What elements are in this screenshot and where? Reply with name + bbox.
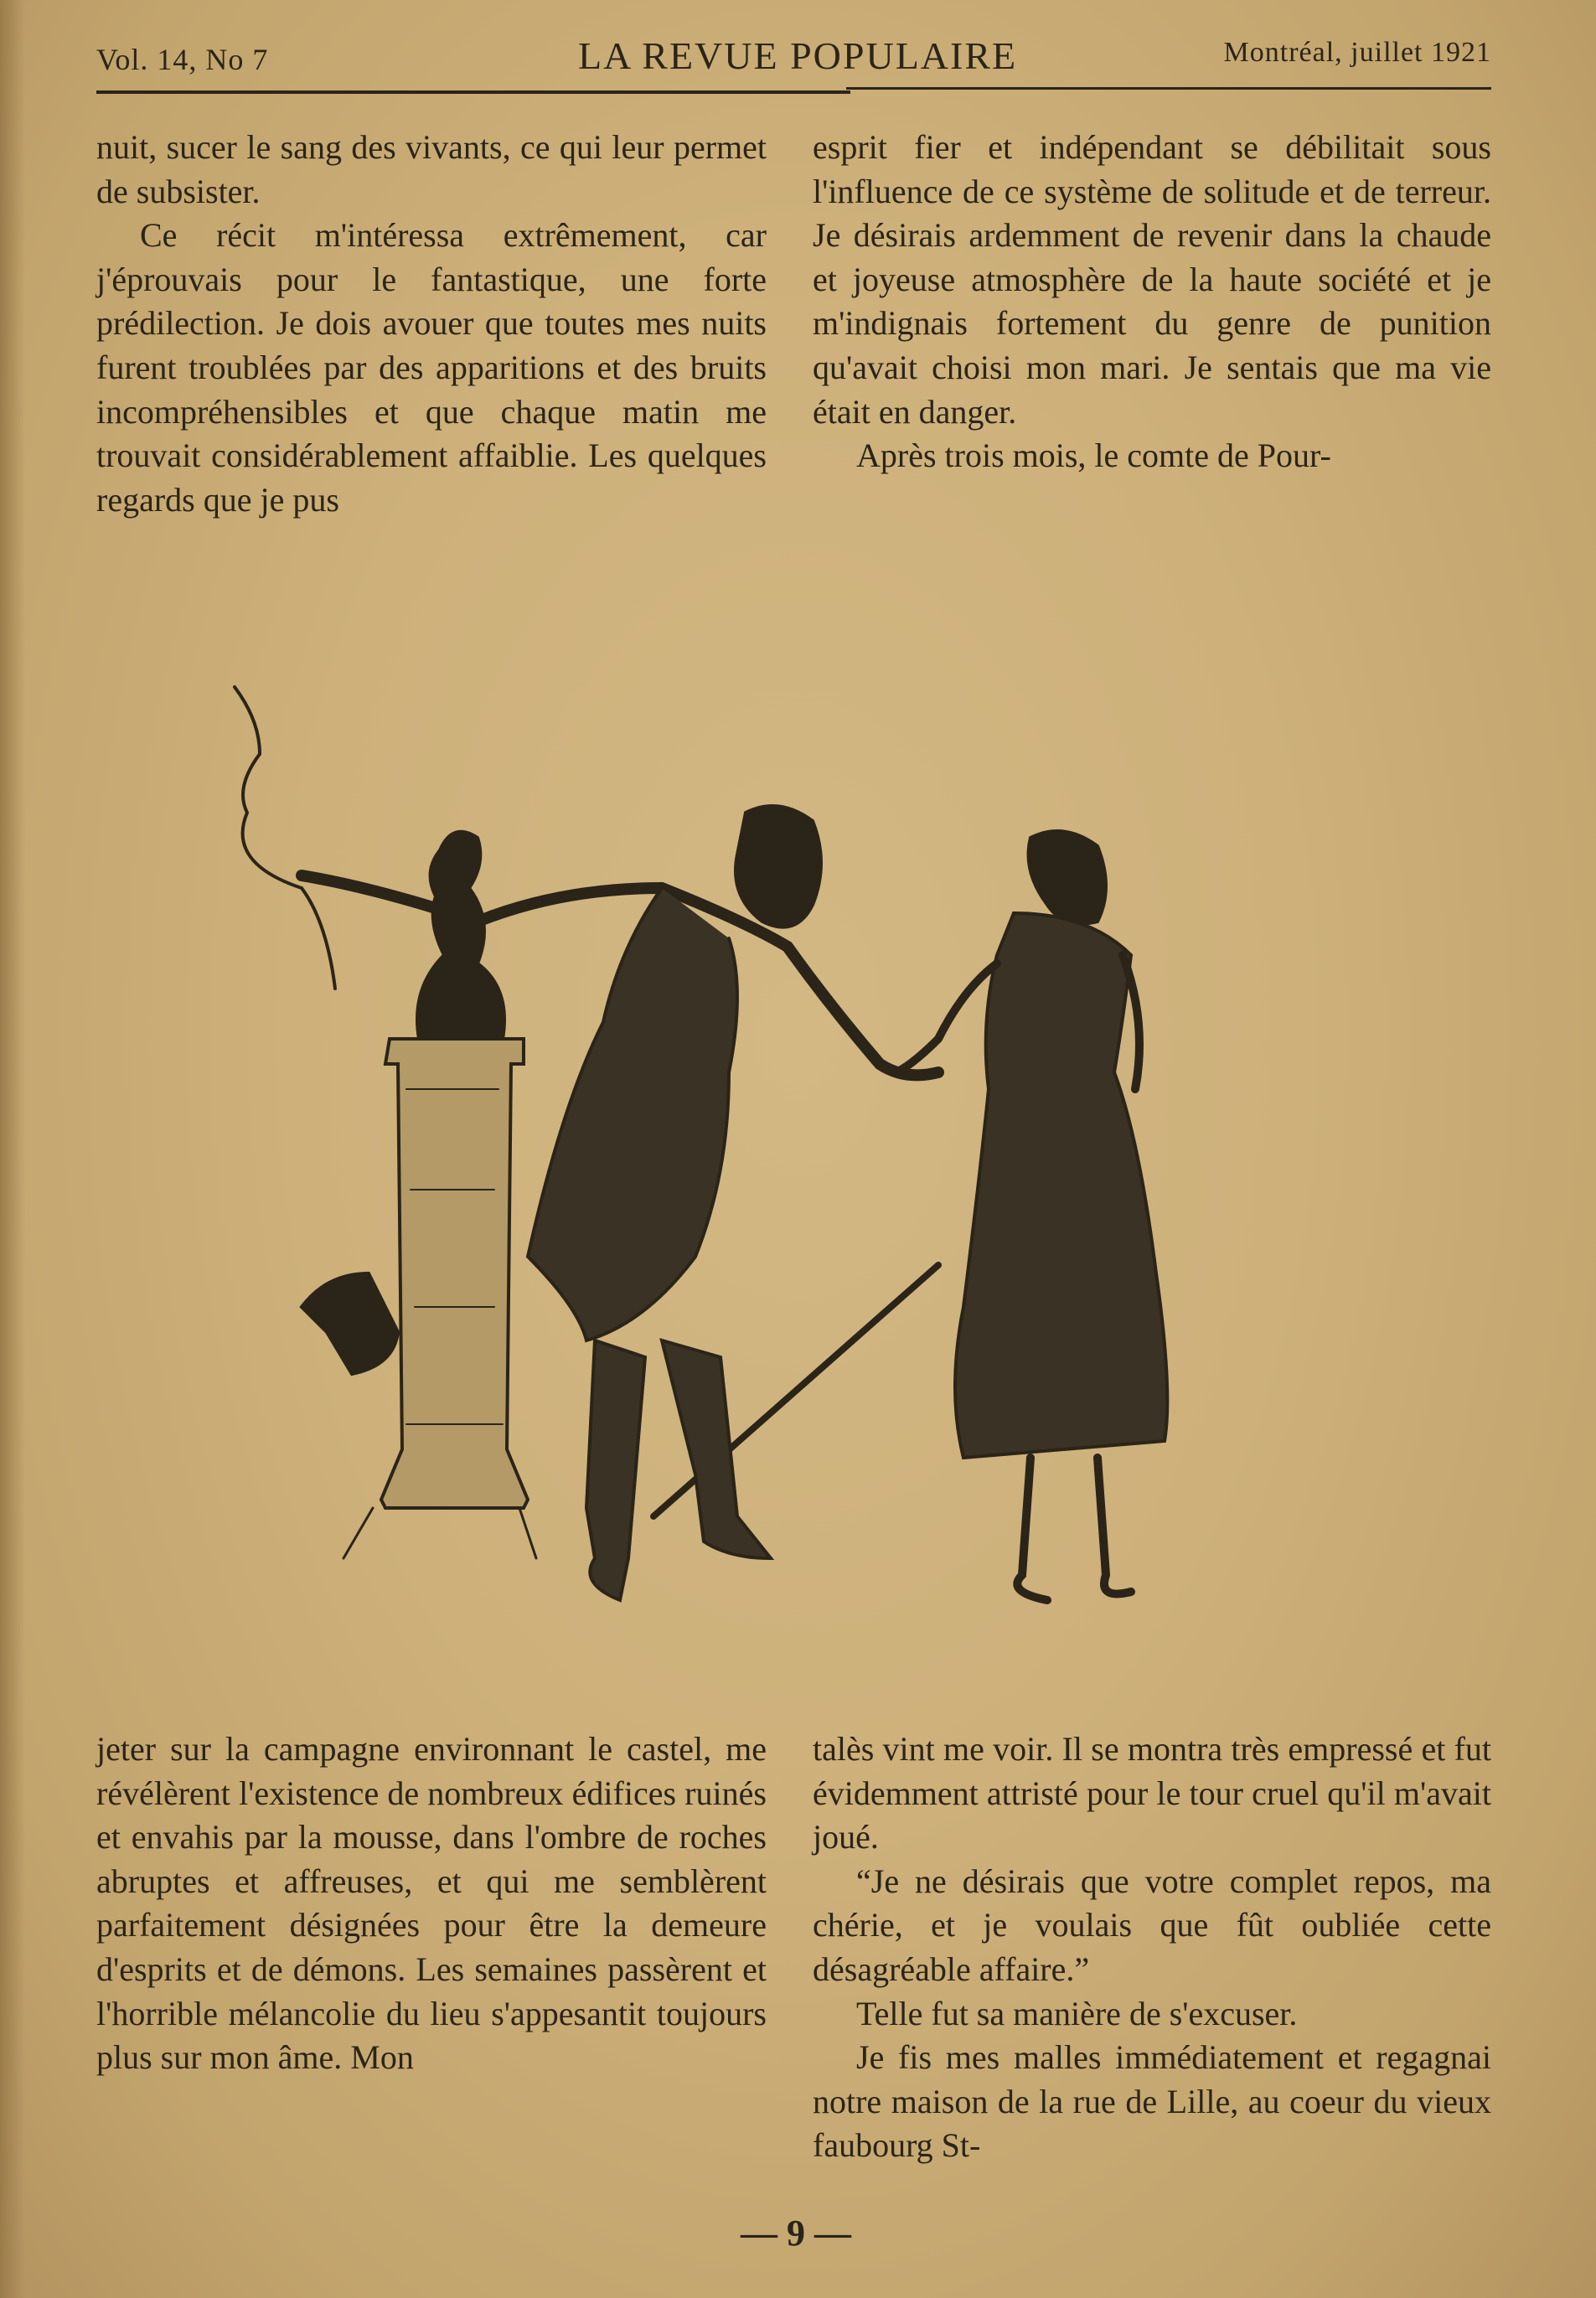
paragraph: Telle fut sa manière de s'excuser.	[856, 1994, 1298, 2032]
column-top-left	[96, 126, 767, 522]
page-edge-shadow	[0, 0, 25, 2298]
paragraph: Ce récit m'intéressa extrêmement, car j'éprouvais pour le fantastique, une forte prédilection. Je dois avouer que toutes mes nuits furent troublées par des apparitions et des bruits incompréhensibles et que chaque matin me trouvait considérablement affaiblie. Les quelques regards que je pus	[96, 216, 767, 519]
paragraph: “Je ne désirais que votre complet repos, ma chérie, et je voulais que fût oubliée cette désagréable affaire.”	[813, 1862, 1491, 1988]
running-header	[96, 34, 1491, 84]
page-number: — 9 —	[741, 2213, 851, 2254]
header-rule-left	[96, 90, 850, 94]
paragraph: nuit, sucer le sang des vivants, ce qui leur permet de subsister.	[96, 128, 767, 210]
paragraph: Après trois mois, le comte de Pour-	[856, 436, 1331, 475]
paragraph: esprit fier et indépendant se débilitait sous l'influence de ce système de solitude et de terreur. Je désirais ardemment de revenir dans la chaude et joyeuse atmosphère de la haute société et je m'indignais fortement du genre de punition qu'avait choisi mon mari. Je sentais que ma vie était en danger.	[813, 128, 1491, 431]
column-bottom-left	[96, 1727, 767, 2080]
column-bottom-right	[813, 1727, 1491, 2168]
volume-number: Vol. 14, No 7	[96, 43, 269, 76]
publication-title: LA REVUE POPULAIRE	[578, 34, 1018, 77]
column-top-right	[813, 126, 1491, 478]
paragraph: talès vint me voir. Il se montra très empressé et fut évidemment attristé pour le tour cruel qu'il m'avait joué.	[813, 1730, 1491, 1856]
paragraph: Je fis mes malles immédiatement et regagnai notre maison de la rue de Lille, au coeur du vieux faubourg St-	[813, 2038, 1491, 2165]
engraving-illustration	[226, 670, 1399, 1676]
dateline: Montréal, juillet 1921	[1223, 37, 1491, 68]
paragraph: jeter sur la campagne environnant le castel, me révélèrent l'existence de nombreux édifices ruinés et envahis par la mousse, dans l'ombre de roches abruptes et affreuses, et qui me semblèrent parfaitement désignées pour être la demeure d'esprits et de démons. Les semaines passèrent et l'horrible mélancolie du lieu s'appesantit toujours plus sur mon âme. Mon	[96, 1730, 767, 2077]
header-rule-right	[846, 87, 1491, 90]
